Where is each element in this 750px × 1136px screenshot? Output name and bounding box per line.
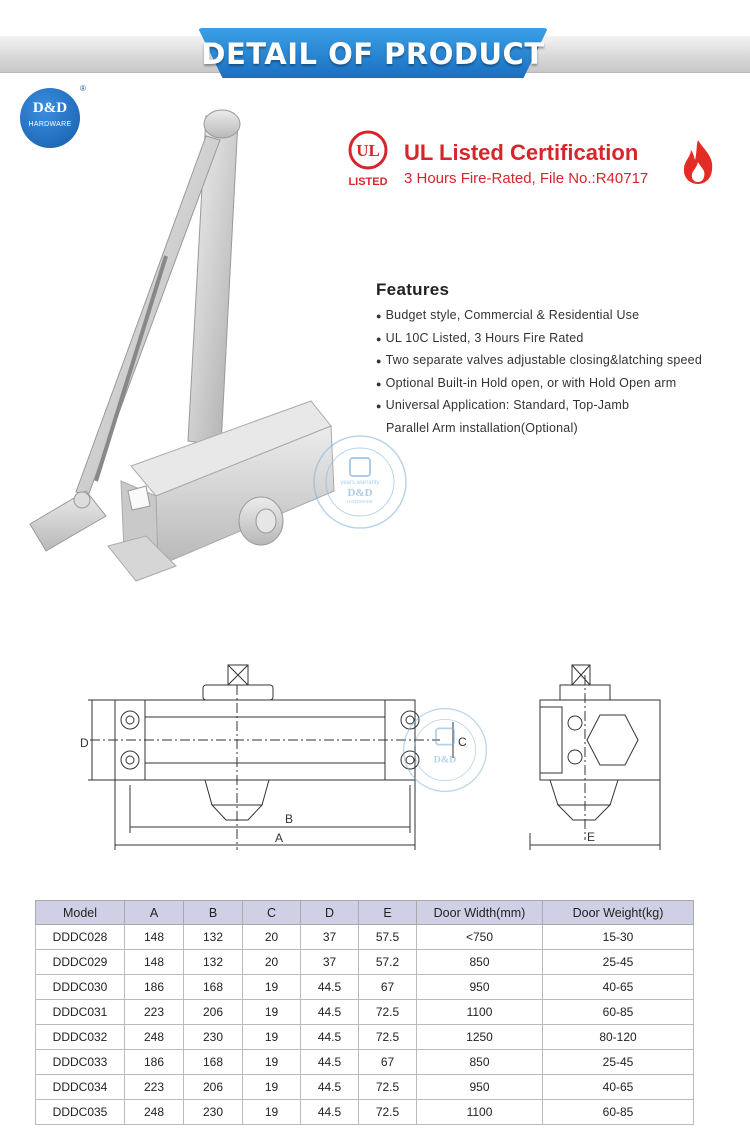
table-cell: 248 (125, 1025, 184, 1050)
door-closer-product-image (16, 96, 346, 596)
table-cell: DDDC033 (36, 1050, 125, 1075)
table-row (36, 1000, 694, 1025)
table-cell: 223 (125, 1075, 184, 1100)
column-header: Model (36, 901, 125, 925)
table-cell: 37 (301, 925, 359, 950)
table-cell: 206 (184, 1075, 243, 1100)
feature-item-continuation: Parallel Arm installation(Optional) (386, 420, 578, 435)
dim-label-d: D (80, 736, 89, 750)
certification-title: UL Listed Certification (404, 140, 639, 165)
table-cell: DDDC035 (36, 1100, 125, 1125)
table-cell: 1100 (417, 1100, 543, 1125)
table-cell: DDDC029 (36, 950, 125, 975)
dim-label-b: B (285, 812, 294, 826)
table-cell: 850 (417, 1050, 543, 1075)
ul-mark-text: UL (356, 141, 380, 160)
table-cell: 132 (184, 950, 243, 975)
dim-label-a: A (275, 831, 284, 845)
table-cell: 206 (184, 1000, 243, 1025)
table-cell: 44.5 (301, 1100, 359, 1125)
table-cell: 44.5 (301, 1025, 359, 1050)
table-cell: 19 (243, 1025, 301, 1050)
table-cell: 1100 (417, 1000, 543, 1025)
table-cell: 57.5 (359, 925, 417, 950)
table-cell: DDDC034 (36, 1075, 125, 1100)
table-cell: 148 (125, 925, 184, 950)
table-cell: DDDC032 (36, 1025, 125, 1050)
table-cell: 19 (243, 1000, 301, 1025)
table-cell: 230 (184, 1100, 243, 1125)
table-row (36, 975, 694, 1000)
table-cell: 248 (125, 1100, 184, 1125)
table-cell: 15-30 (543, 925, 694, 950)
dim-label-e: E (587, 830, 596, 844)
table-cell: <750 (417, 925, 543, 950)
table-cell: 57.2 (359, 950, 417, 975)
table-cell: 37 (301, 950, 359, 975)
certification-subtitle: 3 Hours Fire-Rated, File No.:R40717 (404, 170, 649, 187)
column-header: E (359, 901, 417, 925)
table-cell: 25-45 (543, 950, 694, 975)
features-list (376, 305, 702, 439)
logo-sub-text: HARDWARE (28, 121, 72, 128)
table-row (36, 1100, 694, 1125)
table-header-row (36, 901, 694, 925)
table-cell: 19 (243, 1100, 301, 1125)
table-cell: 72.5 (359, 1100, 417, 1125)
table-cell: 230 (184, 1025, 243, 1050)
table-cell: 20 (243, 925, 301, 950)
watermark-brand: D&D (347, 487, 373, 499)
registered-mark: ® (80, 84, 86, 93)
watermark-inner-text: years warranty (340, 480, 380, 486)
column-header: D (301, 901, 359, 925)
table-cell: 40-65 (543, 1075, 694, 1100)
table-cell: 186 (125, 975, 184, 1000)
table-cell: 60-85 (543, 1000, 694, 1025)
table-cell: 950 (417, 1075, 543, 1100)
technical-drawing (70, 655, 670, 855)
table-cell: 72.5 (359, 1000, 417, 1025)
column-header: Door Width(mm) (417, 901, 543, 925)
feature-item: ● Budget style, Commercial & Residential Use (376, 308, 640, 322)
table-cell: DDDC028 (36, 925, 125, 950)
spec-table (35, 900, 694, 1125)
ul-listed-text: LISTED (348, 176, 388, 188)
table-cell: 950 (417, 975, 543, 1000)
watermark-brand-drawing: D&D (433, 754, 457, 766)
table-cell: 72.5 (359, 1075, 417, 1100)
logo-main-text: D&D (32, 100, 68, 116)
table-row (36, 925, 694, 950)
ul-listed-icon (343, 130, 393, 188)
table-row (36, 950, 694, 975)
table-cell: 40-65 (543, 975, 694, 1000)
table-cell: 20 (243, 950, 301, 975)
watermark-stamp-drawing (400, 705, 490, 795)
feature-item: ● Two separate valves adjustable closing&latching speed (376, 353, 702, 367)
feature-item: ● Universal Application: Standard, Top-Jamb (376, 398, 630, 412)
column-header: Door Weight(kg) (543, 901, 694, 925)
table-cell: 44.5 (301, 1075, 359, 1100)
features-title: Features (376, 280, 450, 299)
table-cell: 148 (125, 950, 184, 975)
table-cell: 67 (359, 975, 417, 1000)
table-cell: DDDC031 (36, 1000, 125, 1025)
table-cell: 19 (243, 975, 301, 1000)
table-cell: 67 (359, 1050, 417, 1075)
table-cell: 223 (125, 1000, 184, 1025)
watermark-brand-sub: HARDWARE (346, 499, 374, 504)
table-cell: 1250 (417, 1025, 543, 1050)
table-cell: 60-85 (543, 1100, 694, 1125)
table-cell: DDDC030 (36, 975, 125, 1000)
table-cell: 168 (184, 1050, 243, 1075)
column-header: C (243, 901, 301, 925)
table-cell: 44.5 (301, 1000, 359, 1025)
table-row (36, 1075, 694, 1100)
table-cell: 25-45 (543, 1050, 694, 1075)
table-cell: 44.5 (301, 975, 359, 1000)
table-row (36, 1050, 694, 1075)
table-cell: 44.5 (301, 1050, 359, 1075)
watermark-stamp (310, 432, 410, 532)
table-cell: 80-120 (543, 1025, 694, 1050)
table-cell: 850 (417, 950, 543, 975)
table-row (36, 1025, 694, 1050)
feature-item: ● UL 10C Listed, 3 Hours Fire Rated (376, 330, 584, 345)
column-header: A (125, 901, 184, 925)
flame-icon (678, 138, 718, 186)
column-header: B (184, 901, 243, 925)
table-cell: 186 (125, 1050, 184, 1075)
table-cell: 132 (184, 925, 243, 950)
feature-item: ● Optional Built-in Hold open, or with Hold Open arm (376, 375, 677, 390)
banner-title: DETAIL OF PRODUCT (201, 37, 545, 71)
table-cell: 72.5 (359, 1025, 417, 1050)
table-cell: 19 (243, 1075, 301, 1100)
table-cell: 168 (184, 975, 243, 1000)
table-cell: 19 (243, 1050, 301, 1075)
dim-label-c: C (458, 735, 467, 749)
